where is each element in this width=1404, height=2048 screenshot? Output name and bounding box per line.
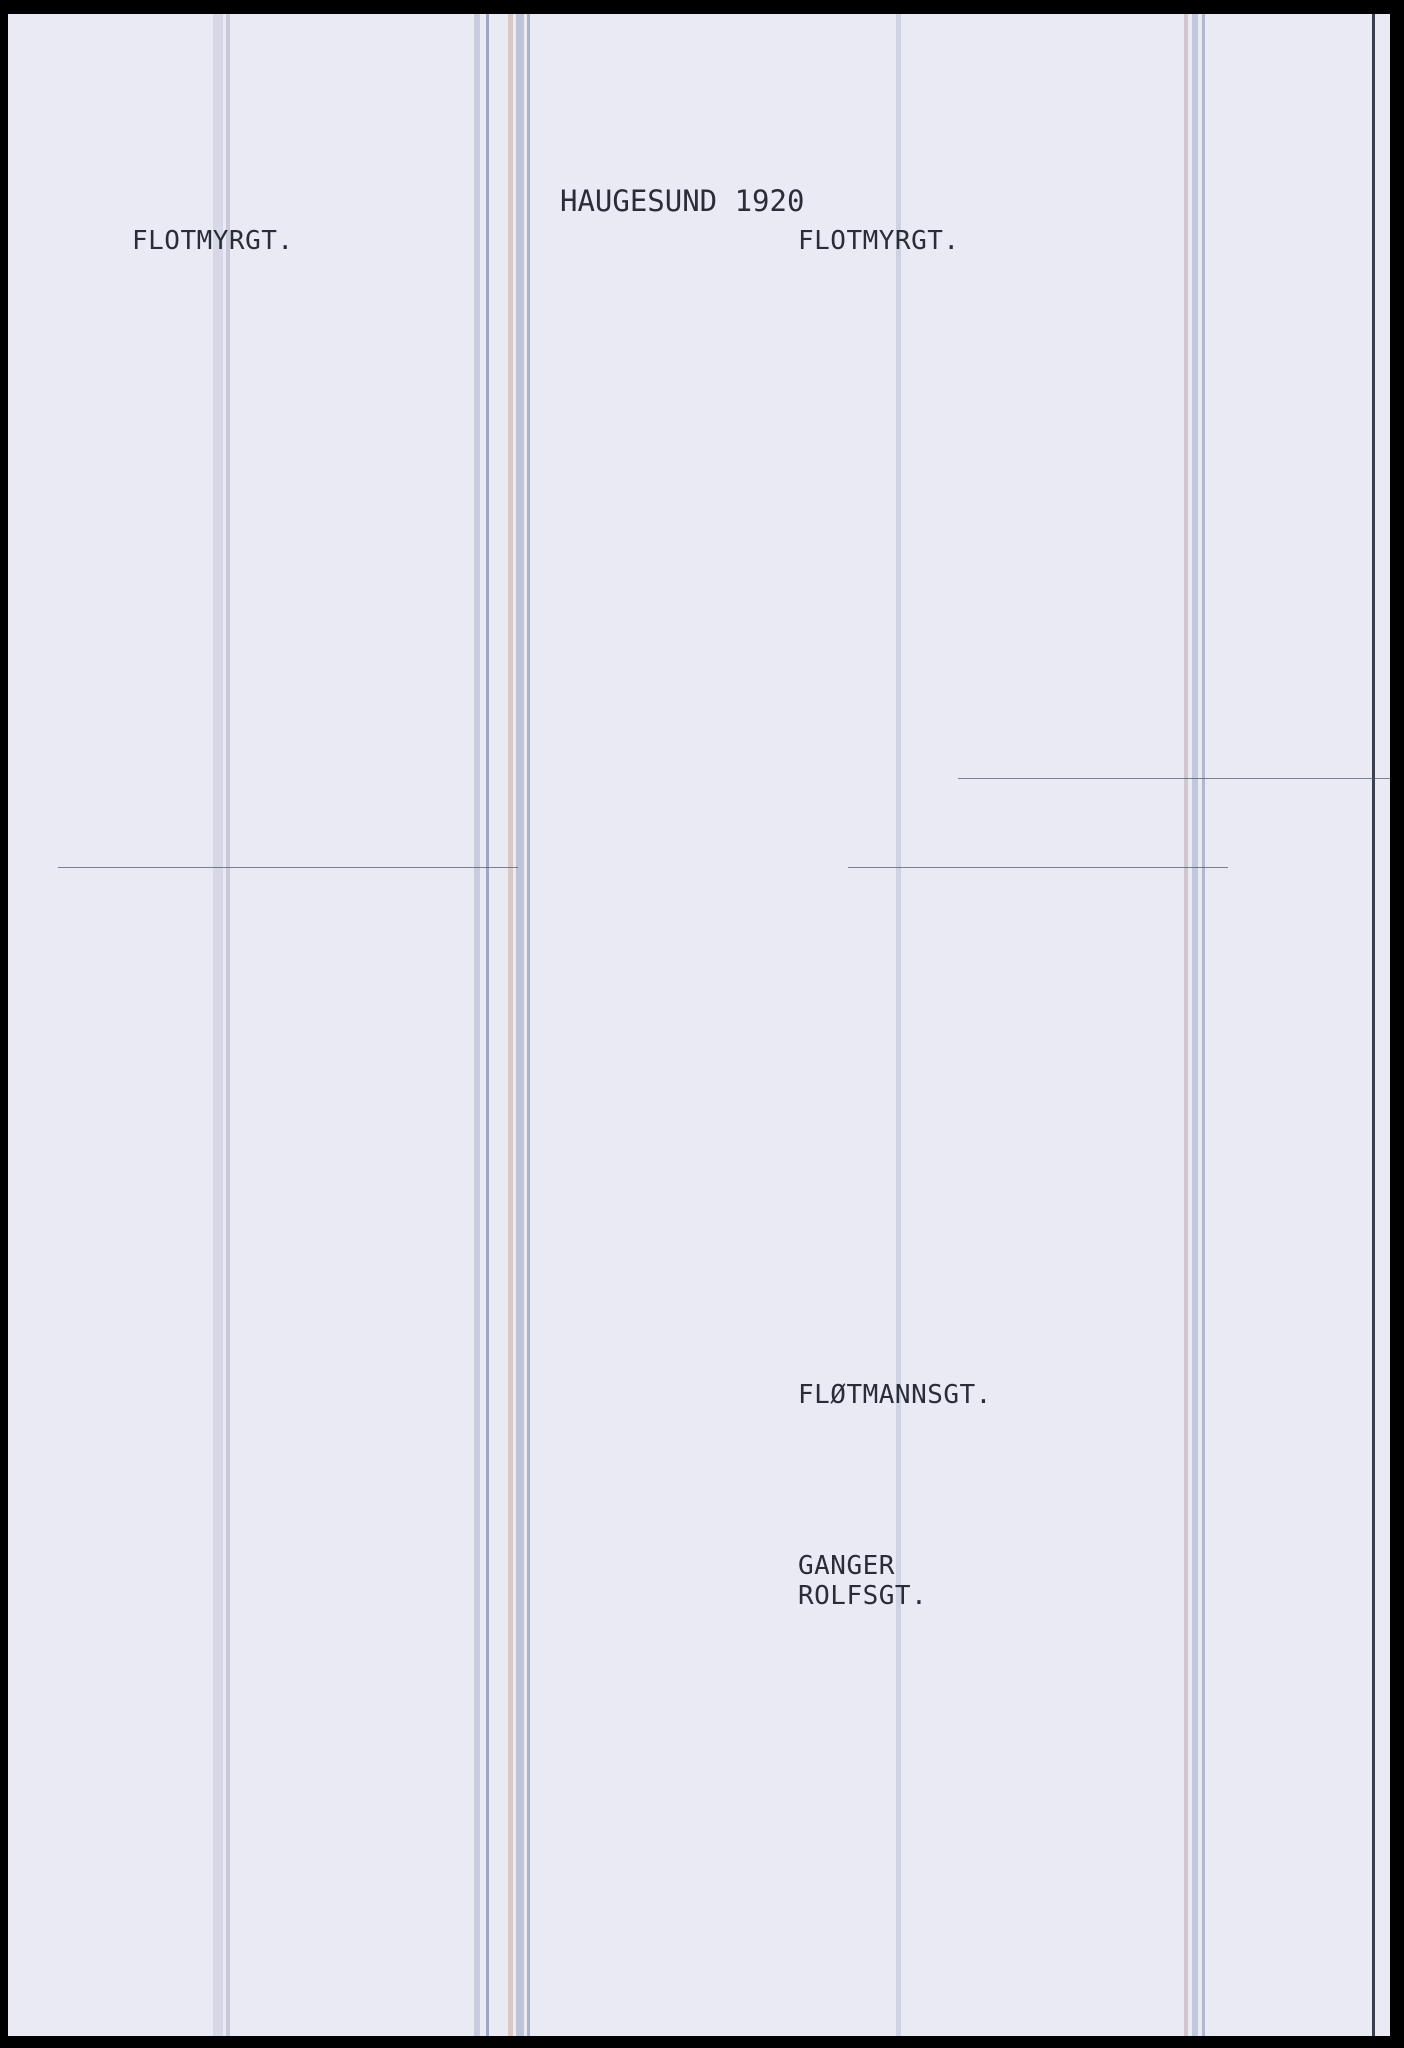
strike-line — [58, 867, 518, 868]
section-heading: FLØTMANNSGT. — [798, 1380, 992, 1411]
scan-streak — [1192, 14, 1198, 2036]
page-edge-line — [1372, 14, 1375, 2036]
page-title: HAUGESUND 1920 — [560, 184, 805, 218]
scan-streak — [508, 14, 513, 2036]
scan-streak — [486, 14, 489, 2036]
document-page — [8, 14, 1390, 2036]
scan-streak — [474, 14, 480, 2036]
left-column-heading: FLOTMYRGT. — [132, 226, 294, 256]
scan-streak — [896, 14, 901, 2036]
section-heading: FLOTMYRGT. — [798, 226, 960, 256]
scan-streak — [226, 14, 230, 2036]
strike-line — [958, 778, 1390, 779]
strike-line — [848, 867, 1228, 868]
scan-streak — [516, 14, 524, 2036]
scan-streak — [527, 14, 530, 2036]
scan-streak — [1184, 14, 1188, 2036]
section-heading: GANGER ROLFSGT. — [798, 1551, 928, 1612]
scan-streak — [213, 14, 223, 2036]
scan-streak — [1202, 14, 1205, 2036]
